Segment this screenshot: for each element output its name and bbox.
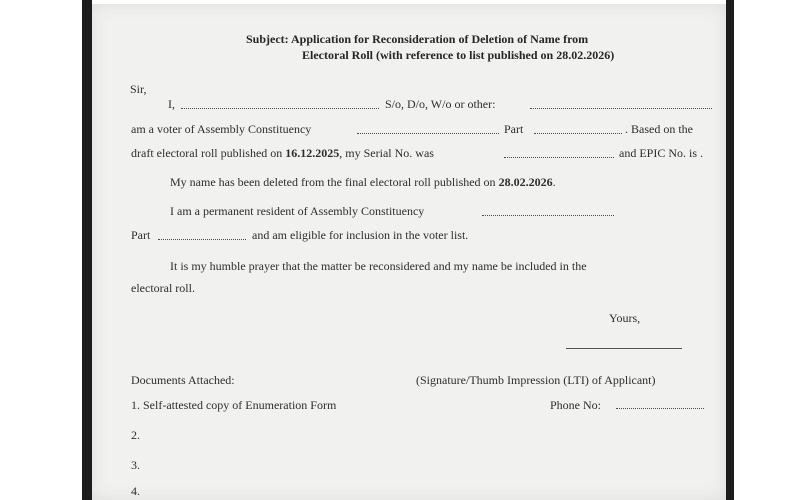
epic-label: and EPIC No. is . <box>619 146 703 160</box>
residence-part-label: Part <box>131 228 151 242</box>
relation-label: S/o, D/o, W/o or other: <box>385 97 496 111</box>
frame-border-left <box>82 0 92 500</box>
residence-part-field[interactable] <box>158 239 246 240</box>
closing-yours: Yours, <box>609 311 641 325</box>
documents-heading: Documents Attached: <box>131 373 235 387</box>
deletion-statement <box>170 175 556 189</box>
prayer-line-1: It is my humble prayer that the matter be reconsidered and my name be included in the <box>170 259 587 273</box>
salutation: Sir, <box>130 82 147 96</box>
signature-line[interactable] <box>566 348 682 349</box>
document-item-4: 4. <box>131 484 140 498</box>
document-item-1: 1. Self-attested copy of Enumeration Form <box>131 398 337 412</box>
serial-no-field[interactable] <box>504 157 614 158</box>
residence-statement: I am a permanent resident of Assembly Constituency <box>170 204 425 218</box>
constituency-field[interactable] <box>357 133 499 134</box>
deletion-end: . <box>552 175 556 189</box>
based-on-text: . Based on the <box>625 122 693 136</box>
serial-label: , my Serial No. was <box>339 146 434 160</box>
draft-roll-date: 16.12.2025 <box>285 146 340 160</box>
phone-label: Phone No: <box>550 398 601 412</box>
final-roll-date: 28.02.2026 <box>498 175 553 189</box>
subject-line-2: Electoral Roll (with reference to list published on 28.02.2026) <box>302 48 615 62</box>
application-form-page <box>92 4 726 500</box>
document-item-2: 2. <box>131 428 140 442</box>
voter-constituency-label: am a voter of Assembly Constituency <box>131 122 312 136</box>
document-item-3: 3. <box>131 458 140 472</box>
phone-field[interactable] <box>616 408 704 409</box>
pronoun-i: I, <box>168 97 175 111</box>
frame-border-right <box>726 0 734 500</box>
part-field[interactable] <box>534 133 622 134</box>
eligibility-statement: and am eligible for inclusion in the voter list. <box>252 228 469 242</box>
signature-label: (Signature/Thumb Impression (LTI) of Applicant) <box>416 373 656 387</box>
name-field[interactable] <box>181 108 379 109</box>
draft-roll-prefix: draft electoral roll published on <box>131 146 283 160</box>
subject-line-1: Subject: Application for Reconsideration of Deletion of Name from <box>246 32 589 46</box>
residence-constituency-field[interactable] <box>482 215 614 216</box>
draft-roll-text <box>131 146 434 160</box>
relation-name-field[interactable] <box>530 108 712 109</box>
prayer-line-2: electoral roll. <box>131 281 195 295</box>
deletion-text: My name has been deleted from the final electoral roll published on <box>170 175 496 189</box>
part-label: Part <box>504 122 524 136</box>
